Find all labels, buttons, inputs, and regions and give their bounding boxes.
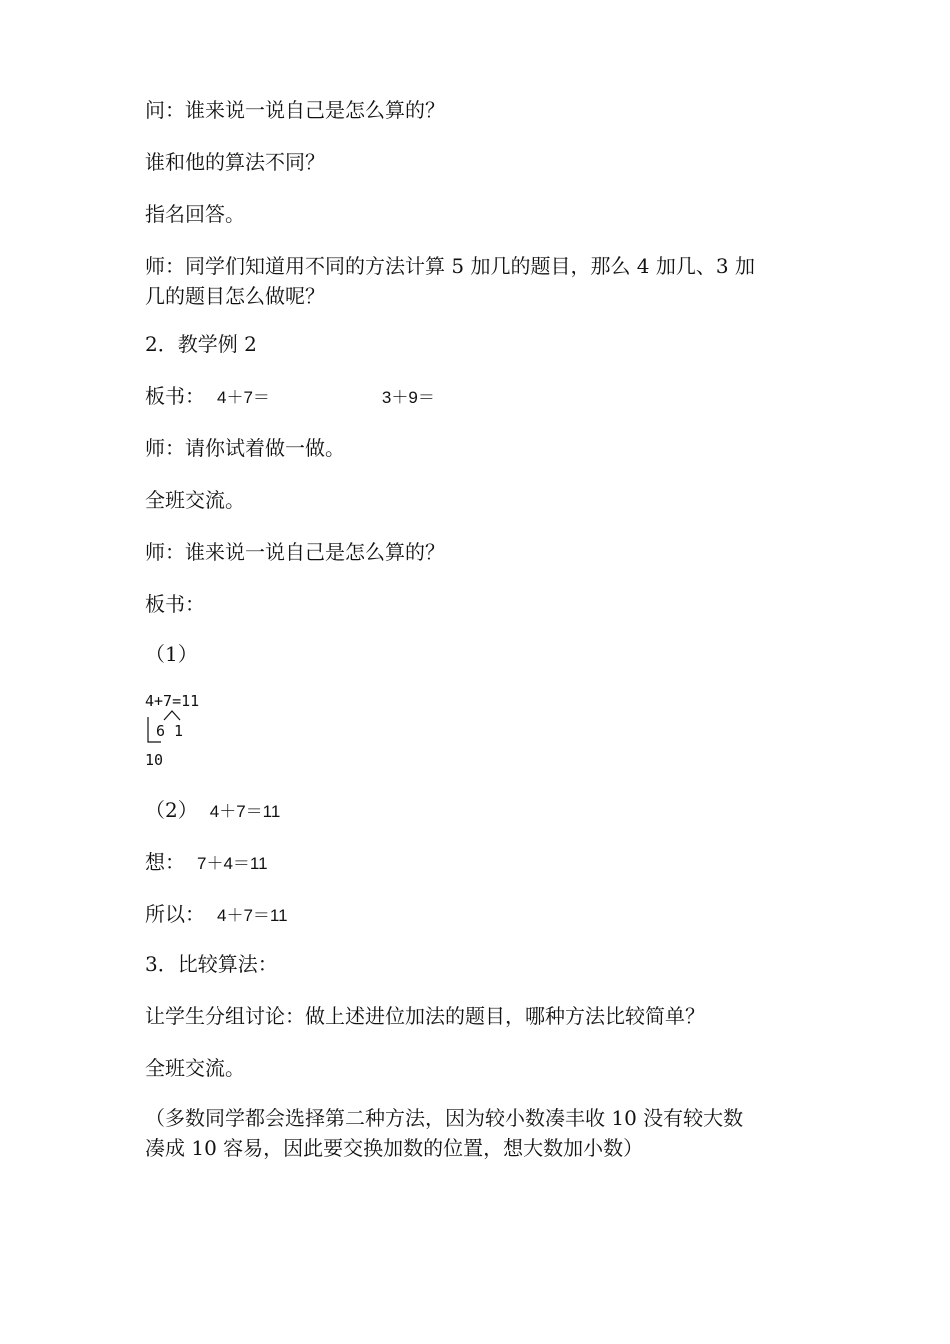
teacher-ask-line: 师：谁来说一说自己是怎么算的？ xyxy=(145,540,445,564)
item-1-label: （1） xyxy=(145,642,198,666)
therefore-line xyxy=(145,901,288,929)
class-exchange-line-2: 全班交流。 xyxy=(145,1056,245,1080)
item-2-label: （2） xyxy=(145,798,198,822)
call-answer-line: 指名回答。 xyxy=(145,202,245,226)
diagram-equation: 4+7=11 xyxy=(145,692,200,710)
board-label: 板书： xyxy=(145,384,205,408)
board-label-2: 板书： xyxy=(145,592,205,616)
section-heading-2: 2．教学例 2 xyxy=(145,332,257,356)
different-method-line: 谁和他的算法不同？ xyxy=(145,150,325,174)
item-2-line xyxy=(145,797,280,825)
split-ten-diagram xyxy=(143,690,213,770)
class-exchange-line: 全班交流。 xyxy=(145,488,245,512)
think-label: 想： xyxy=(145,850,185,874)
teacher-line-2: 几的题目怎么做呢？ xyxy=(145,284,325,308)
equation-4-plus-7: 4＋7＝ xyxy=(217,388,270,407)
diagram-split-left: 6 xyxy=(156,722,166,740)
diagram-result: 10 xyxy=(145,751,164,769)
group-discussion-line: 让学生分组讨论：做上述进位加法的题目，哪种方法比较简单？ xyxy=(145,1004,705,1028)
item-2-equation: 4＋7＝11 xyxy=(209,802,281,821)
note-line-1: （多数同学都会选择第二种方法，因为较小数凑丰收 10 没有较大数 xyxy=(145,1106,744,1130)
note-line-2: 凑成 10 容易，因此要交换加数的位置，想大数加小数） xyxy=(145,1136,644,1160)
think-line xyxy=(145,849,268,877)
teacher-try-line: 师：请你试着做一做。 xyxy=(145,436,345,460)
section-heading-3: 3．比较算法： xyxy=(145,952,278,976)
think-equation: 7＋4＝11 xyxy=(197,854,268,873)
therefore-equation: 4＋7＝11 xyxy=(217,906,288,925)
therefore-label: 所以： xyxy=(145,902,205,926)
equation-3-plus-9: 3＋9＝ xyxy=(381,388,435,407)
teacher-line-1: 师：同学们知道用不同的方法计算 5 加几的题目，那么 4 加几、3 加 xyxy=(145,254,755,278)
board-line-1 xyxy=(145,383,435,411)
question-line: 问：谁来说一说自己是怎么算的？ xyxy=(145,98,445,122)
diagram-split-right: 1 xyxy=(174,722,184,740)
